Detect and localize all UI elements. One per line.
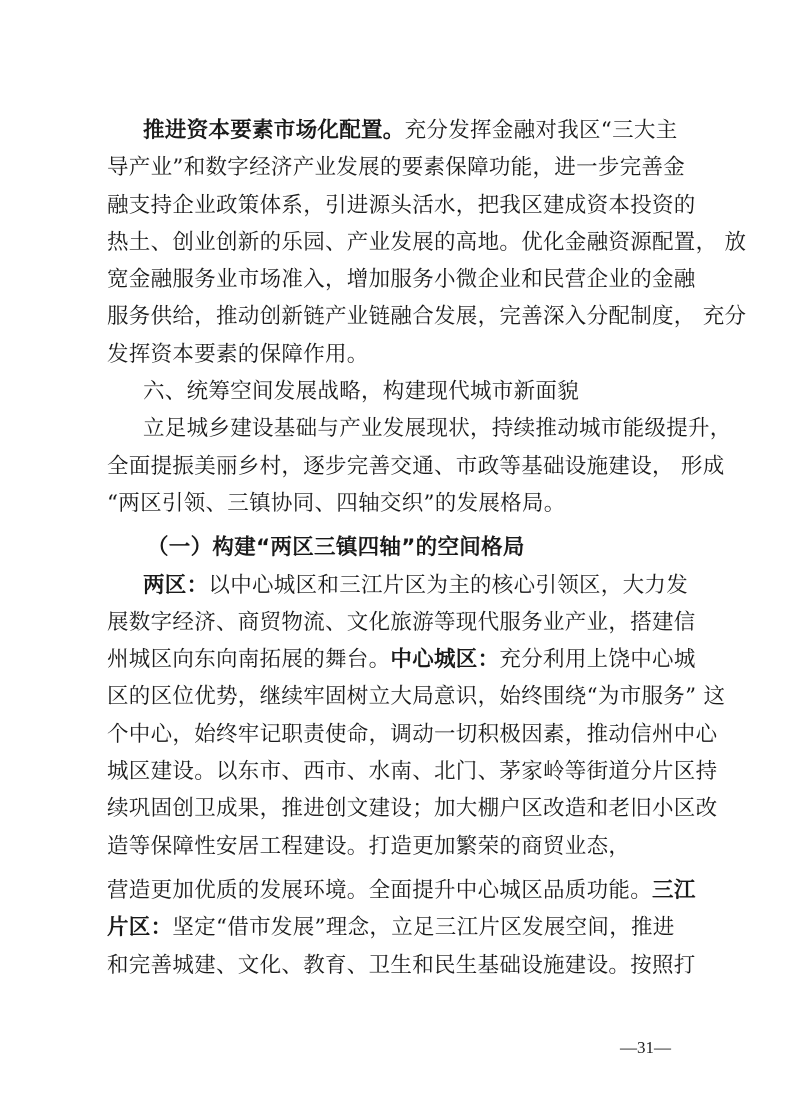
body-text: 以中心城区和三江片区为主的核心引领区，大力发 <box>208 572 689 598</box>
body-text: “两区引领、三镇协同、四轴交织”的发展格局。 <box>107 490 566 516</box>
body-text: 个中心，始终牢记职责使命，调动一切积极因素，推动信州中心 <box>107 721 718 747</box>
text-line <box>107 716 718 753</box>
text-line <box>107 947 707 984</box>
text-line <box>107 790 718 827</box>
text-line <box>107 678 726 715</box>
text-line <box>107 753 718 790</box>
body-text: 和完善城建、文化、教育、卫生和民生基础设施建设。按照打 <box>107 952 696 978</box>
body-text: 充分利用上饶中心城 <box>499 647 696 673</box>
body-text: 城区建设。以东市、西市、水南、北门、茅家岭等街道分片区持 <box>107 759 718 785</box>
body-text: 坚定“借市发展”理念，立足三江片区发展空间，推进 <box>172 915 675 941</box>
bold-lead-text: （一）构建“两区三镇四轴”的空间格局 <box>147 535 525 561</box>
text-line <box>107 909 707 946</box>
body-text: 融支持企业政策体系，引进源头活水，把我区建成资本投资的 <box>107 192 696 218</box>
bold-lead-text: 中心城区： <box>390 647 500 673</box>
body-text: 全面提振美丽乡村，逐步完善交通、市政等基础设施建设， 形成 <box>107 453 725 479</box>
body-text: 服务供给，推动创新链产业链融合发展，完善深入分配制度， 充分 <box>107 304 747 330</box>
text-line <box>107 828 707 865</box>
body-text: 充分发挥金融对我区“三大主 <box>404 118 678 143</box>
bold-lead-text: 两区： <box>143 572 209 598</box>
body-text: 宽金融服务业市场准入，增加服务小微企业和民营企业的金融 <box>107 267 696 293</box>
body-text: 营造更加优质的发展环境。全面提升中心城区品质功能。 <box>107 877 653 903</box>
body-text: 六、统筹空间发展战略，构建现代城市新面貌 <box>143 379 580 405</box>
text-line <box>107 567 707 604</box>
text-line <box>107 872 707 909</box>
bold-lead-text: 片区： <box>107 915 173 941</box>
body-text: 州城区向东向南拓展的舞台。 <box>107 647 391 673</box>
body-text: 立足城乡建设基础与产业发展现状，持续推动城市能级提升， <box>143 416 732 442</box>
text-line <box>107 261 707 298</box>
body-text: 导产业”和数字经济产业发展的要素保障功能，进一步完善金 <box>107 155 686 181</box>
body-text: 展数字经济、商贸物流、文化旅游等现代服务业产业，搭建信 <box>107 609 696 635</box>
bold-lead-text: 推进资本要素市场化配置。 <box>143 118 405 143</box>
text-line <box>107 298 747 335</box>
text-line <box>107 641 707 678</box>
text-line <box>107 336 707 373</box>
text-line <box>107 187 707 224</box>
document-body <box>107 112 747 984</box>
section-heading <box>107 529 707 566</box>
text-line <box>107 604 707 641</box>
text-line <box>107 149 707 186</box>
page-number: —31— <box>620 1038 671 1057</box>
text-line <box>107 485 707 522</box>
text-line <box>107 373 707 410</box>
text-line <box>107 448 725 485</box>
text-line <box>107 410 732 447</box>
text-line <box>107 224 747 261</box>
body-text: 区的区位优势，继续牢固树立大局意识，始终围绕“为市服务” 这 <box>107 684 726 710</box>
bold-lead-text: 三江 <box>652 877 696 903</box>
body-text: 发挥资本要素的保障作用。 <box>107 341 369 367</box>
body-text: 热土、创业创新的乐园、产业发展的高地。优化金融资源配置， 放 <box>107 229 747 255</box>
body-text: 续巩固创卫成果，推进创文建设；加大棚户区改造和老旧小区改 <box>107 796 718 822</box>
text-line <box>107 112 707 149</box>
body-text: 造等保障性安居工程建设。打造更加繁荣的商贸业态， <box>107 833 631 859</box>
